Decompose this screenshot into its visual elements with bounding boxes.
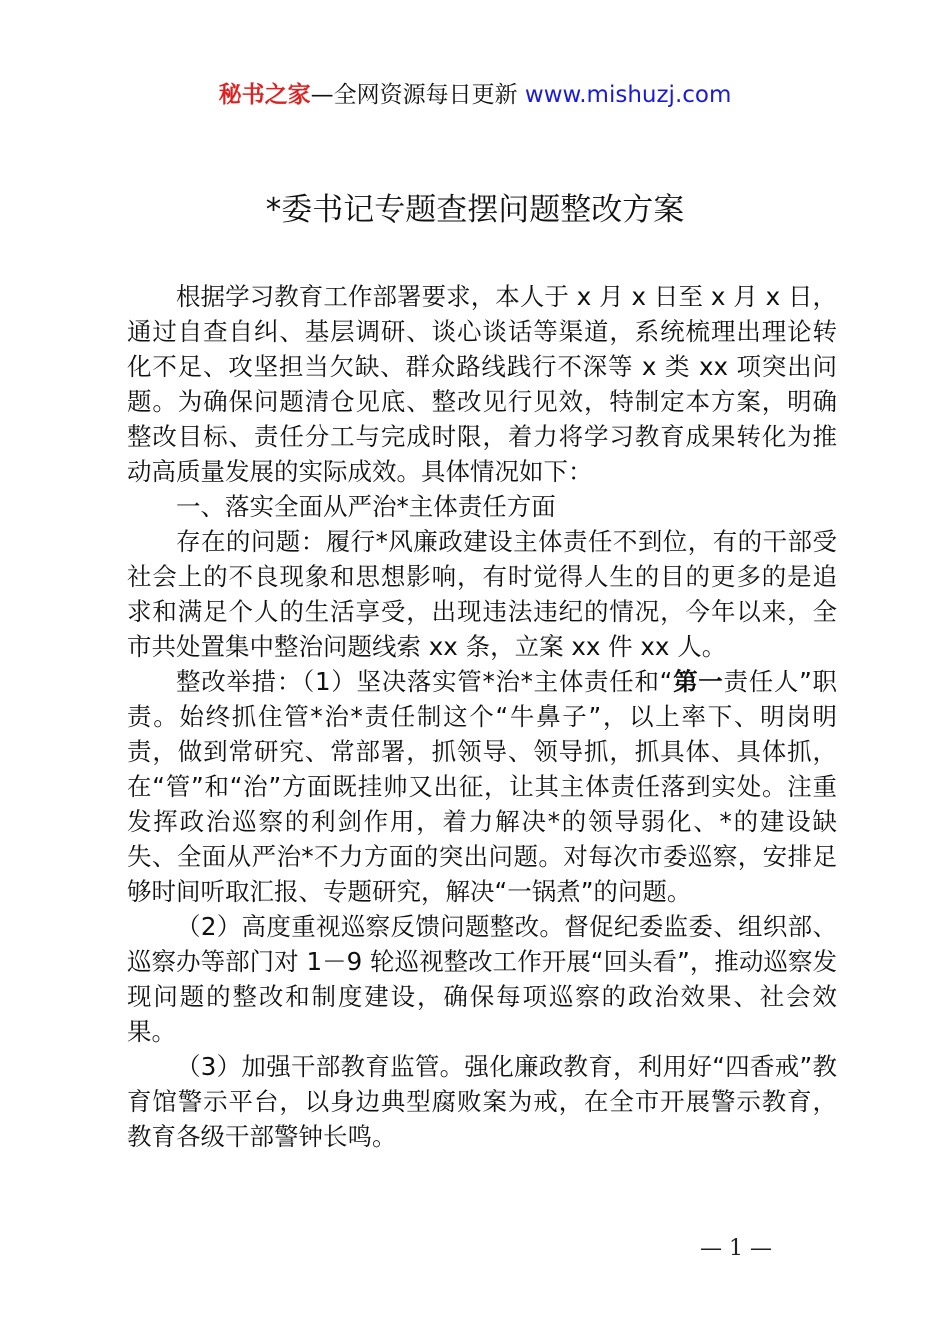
measure-1-paragraph (127, 664, 837, 909)
site-url-link[interactable]: www.mishuzj.com (524, 82, 732, 108)
measure-1-text-start: 整改举措：（1）坚决落实管*治*主体责任和“ (176, 667, 673, 696)
measure-2-paragraph: （2）高度重视巡察反馈问题整改。督促纪委监委、组织部、巡察办等部门对 1－9 轮巡视整改工作开展“回头看”，推动巡察发现问题的整改和制度建设，确保每项巡察的政治效果、社会效果。 (127, 912, 837, 1046)
brand-name: 秘书之家 (218, 82, 311, 108)
document-title: *委书记专题查摆问题整改方案 (265, 192, 685, 228)
document-body (127, 279, 837, 1154)
measure-1-text-end: 责任人”职责。始终抓住管*治*责任制这个“牛鼻子”，以上率下、明岗明责，做到常研究、常部署，抓领导、领导抓，抓具体、具体抓，在“管”和“治”方面既挂帅又出征，让其主体责任落到实处。注重发挥政治巡察的利剑作用，着力解决*的领导弱化、*的建设缺失、全面从严治*不力方面的突出问题。对每次市委巡察，安排足够时间听取汇报、专题研究，解决“一锅煮”的问题。 (127, 667, 838, 906)
page-number: — 1 — (700, 1236, 772, 1261)
measure-1-bold-text: 第一 (672, 667, 724, 696)
site-header (0, 78, 950, 112)
section-heading: 一、落实全面从严治*主体责任方面 (176, 492, 556, 521)
header-slogan: —全网资源每日更新 (310, 82, 518, 108)
measure-3-paragraph: （3）加强干部教育监管。强化廉政教育，利用好“四香戒”教育馆警示平台，以身边典型腐败案为戒，在全市开展警示教育，教育各级干部警钟长鸣。 (127, 1052, 837, 1151)
problem-paragraph: 存在的问题：履行*风廉政建设主体责任不到位，有的干部受社会上的不良现象和思想影响，有时觉得人生的目的更多的是追求和满足个人的生活享受，出现违法违纪的情况，今年以来，全市共处置集中整治问题线索 xx 条，立案 xx 件 xx 人。 (127, 527, 837, 661)
intro-paragraph: 根据学习教育工作部署要求，本人于 x 月 x 日至 x 月 x 日，通过自查自纠、基层调研、谈心谈话等渠道，系统梳理出理论转化不足、攻坚担当欠缺、群众路线践行不深等 x 类 xx 项突出问题。为确保问题清仓见底、整改见行见效，特制定本方案，明确整改目标、责任分工与完成时限，着力将学习教育成果转化为推动高质量发展的实际成效。具体情况如下： (127, 282, 837, 486)
